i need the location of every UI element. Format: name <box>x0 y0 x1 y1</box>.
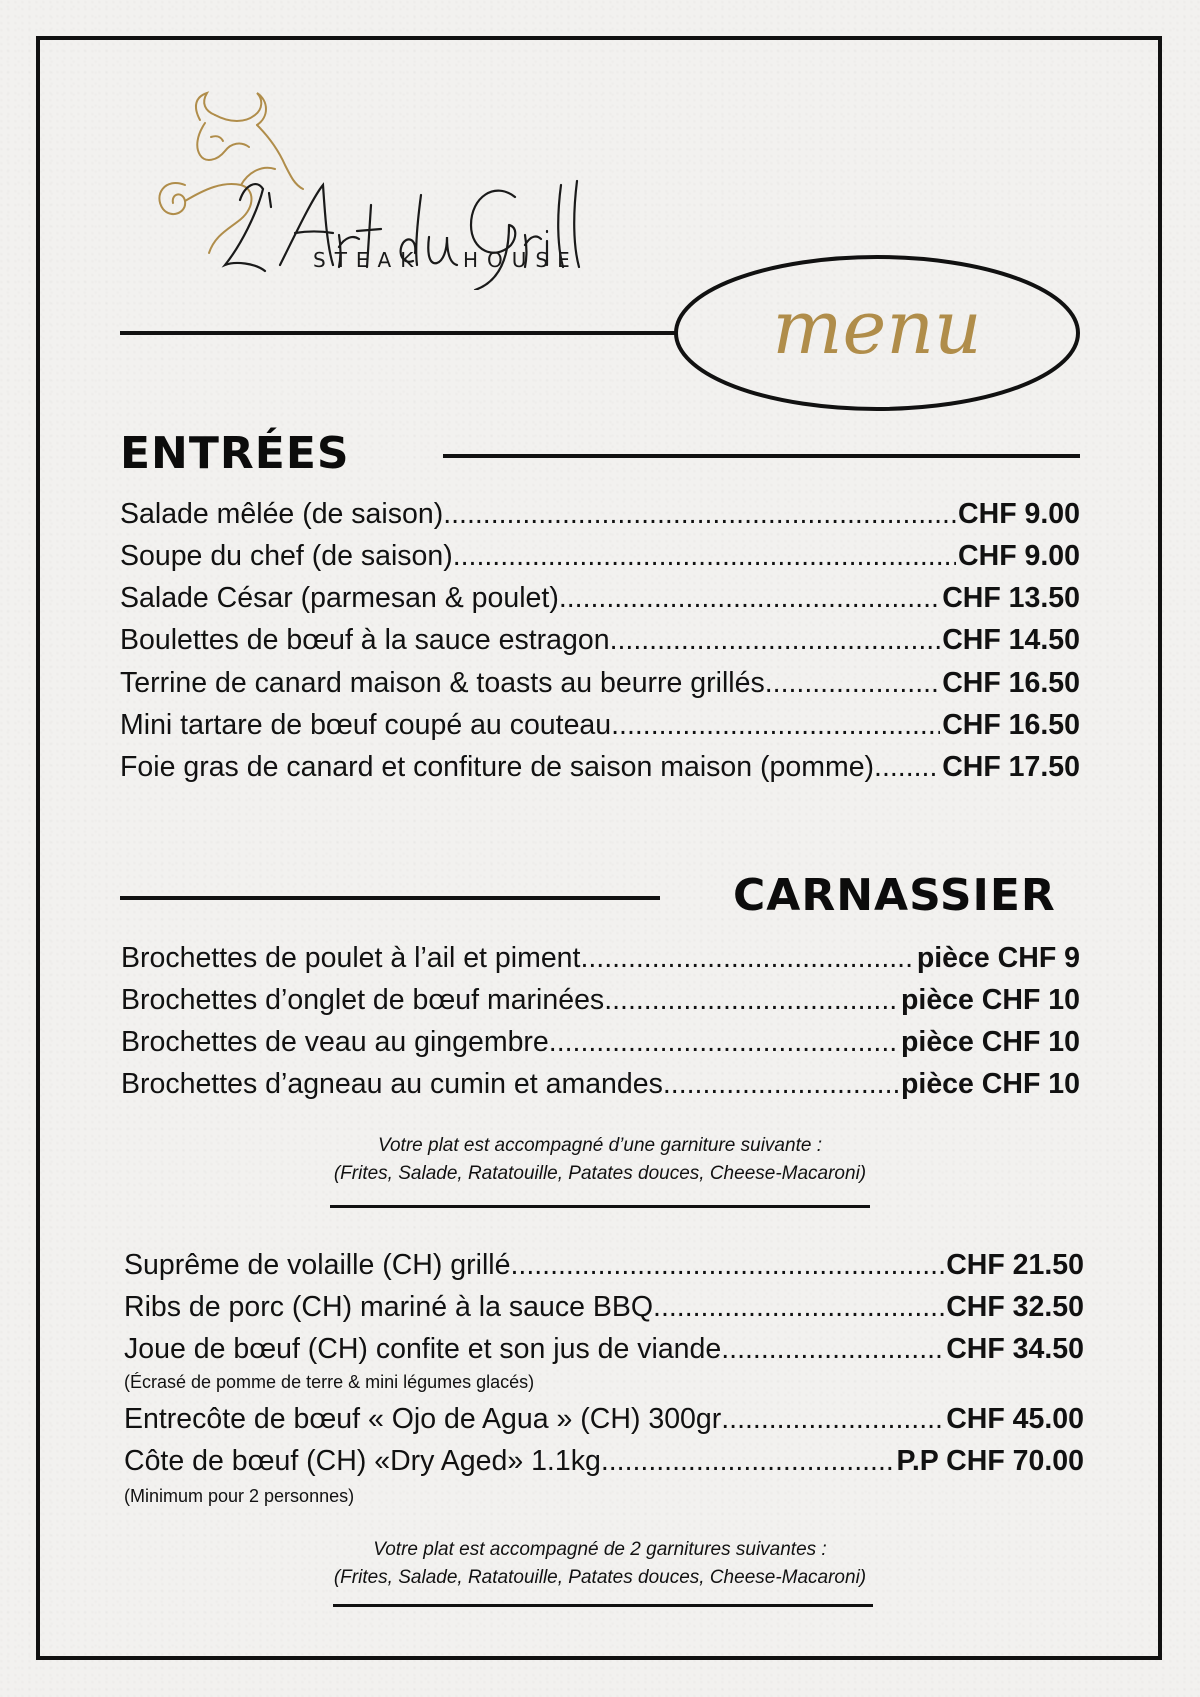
garniture-divider-2 <box>333 1604 873 1607</box>
menu-item-name: Entrecôte de bœuf « Ojo de Agua » (CH) 300gr <box>124 1403 722 1435</box>
menu-script-label: menu <box>772 285 982 371</box>
carnassier-divider <box>120 896 660 900</box>
menu-item-name: Côte de bœuf (CH) «Dry Aged» 1.1kg <box>124 1445 601 1477</box>
menu-item-row <box>120 536 1080 578</box>
menu-item-name: Brochettes d’agneau au cumin et amandes <box>121 1068 663 1100</box>
menu-item-name: Salade César (parmesan & poulet) <box>120 582 559 614</box>
menu-item-row <box>124 1287 1084 1329</box>
dot-leader <box>663 1064 899 1104</box>
menu-item-price: CHF 9.00 <box>958 498 1080 530</box>
dot-leader <box>443 494 956 534</box>
dot-leader <box>610 620 941 660</box>
header-divider <box>120 331 676 335</box>
dot-leader <box>721 1399 944 1439</box>
menu-item-row <box>121 1064 1080 1106</box>
menu-item-price: CHF 14.50 <box>942 624 1080 656</box>
dot-leader <box>453 536 956 576</box>
menu-item-price: CHF 13.50 <box>942 582 1080 614</box>
logo-house-text: HOUSE <box>463 248 579 272</box>
menu-item-row <box>121 1022 1080 1064</box>
dot-leader <box>604 980 899 1020</box>
menu-item-name: Terrine de canard maison & toasts au beurre grillés <box>120 667 765 699</box>
menu-item-row <box>121 980 1080 1022</box>
menu-item-row <box>120 578 1080 620</box>
dot-leader <box>765 663 940 703</box>
dot-leader <box>510 1245 944 1285</box>
dot-leader <box>874 747 940 787</box>
menu-item-price: CHF 16.50 <box>942 667 1080 699</box>
garniture-note-1-line1: Votre plat est accompagné d’une garniture suivante : <box>378 1135 822 1156</box>
menu-item-price: CHF 9.00 <box>958 540 1080 572</box>
dot-leader <box>721 1329 944 1369</box>
menu-item-note: (Écrasé de pomme de terre & mini légumes glacés) <box>124 1372 535 1392</box>
menu-item-name: Salade mêlée (de saison) <box>120 498 444 530</box>
menu-item-row <box>124 1245 1084 1287</box>
dot-leader <box>559 578 940 618</box>
menu-item-name: Soupe du chef (de saison) <box>120 540 453 572</box>
menu-item-row <box>124 1441 1084 1483</box>
garniture-note-2-line1: Votre plat est accompagné de 2 garnitures suivantes : <box>373 1539 827 1560</box>
dot-leader <box>549 1022 899 1062</box>
menu-item-row <box>124 1329 1084 1371</box>
menu-item-row <box>121 938 1080 980</box>
menu-item-row <box>124 1399 1084 1441</box>
menu-item-row <box>120 620 1080 662</box>
dot-leader <box>611 705 940 745</box>
menu-item-price: P.P CHF 70.00 <box>896 1445 1084 1477</box>
menu-item-name: Ribs de porc (CH) mariné à la sauce BBQ <box>124 1291 654 1323</box>
menu-item-price: CHF 17.50 <box>942 751 1080 783</box>
menu-item-name: Mini tartare de bœuf coupé au couteau <box>120 709 612 741</box>
menu-item-name: Brochettes d’onglet de bœuf marinées <box>121 984 605 1016</box>
menu-item-price: CHF 45.00 <box>946 1403 1084 1435</box>
menu-item-price: CHF 21.50 <box>946 1249 1084 1281</box>
menu-item-name: Brochettes de veau au gingembre <box>121 1026 549 1058</box>
menu-item-price: CHF 16.50 <box>942 709 1080 741</box>
menu-item-name: Brochettes de poulet à l’ail et piment <box>121 942 581 974</box>
dot-leader <box>653 1287 944 1327</box>
garniture-note-1-line2: (Frites, Salade, Ratatouille, Patates douces, Cheese-Macaroni) <box>333 1163 867 1184</box>
carnassier-title: CARNASSIER <box>733 870 1056 921</box>
menu-item-row <box>120 705 1080 747</box>
menu-item-price: CHF 32.50 <box>946 1291 1084 1323</box>
garniture-divider-1 <box>330 1205 870 1208</box>
menu-item-row <box>120 494 1080 536</box>
menu-item-name: Foie gras de canard et confiture de saison maison (pomme) <box>120 751 875 783</box>
menu-item-name: Boulettes de bœuf à la sauce estragon <box>120 624 610 656</box>
entrees-divider <box>443 454 1080 458</box>
garniture-note-2-line2: (Frites, Salade, Ratatouille, Patates douces, Cheese-Macaroni) <box>333 1567 867 1588</box>
menu-item-price: CHF 34.50 <box>946 1333 1084 1365</box>
dot-leader <box>601 1441 895 1481</box>
dot-leader <box>580 938 914 978</box>
menu-item-price: pièce CHF 10 <box>901 1068 1080 1100</box>
restaurant-logo <box>145 85 605 290</box>
garniture-note-2 <box>250 1536 950 1592</box>
garniture-note-1 <box>250 1132 950 1188</box>
menu-item-note: (Minimum pour 2 personnes) <box>124 1486 355 1506</box>
menu-item-row <box>120 747 1080 789</box>
menu-item-price: pièce CHF 10 <box>901 984 1080 1016</box>
logo-steak-text: STEAK <box>313 248 423 272</box>
menu-item-row <box>120 663 1080 705</box>
menu-item-name: Joue de bœuf (CH) confite et son jus de viande <box>124 1333 722 1365</box>
menu-item-name: Suprême de volaille (CH) grillé <box>124 1249 511 1281</box>
menu-item-price: pièce CHF 10 <box>901 1026 1080 1058</box>
entrees-title: ENTRÉES <box>120 428 350 479</box>
menu-oval-badge <box>672 253 1082 413</box>
menu-item-price: pièce CHF 9 <box>916 942 1080 974</box>
